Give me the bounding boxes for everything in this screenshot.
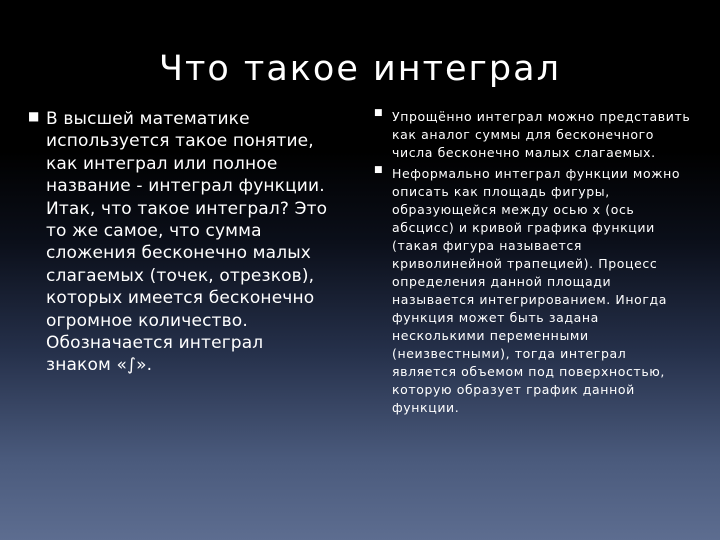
right-column — [374, 108, 694, 420]
bullet-text: Неформально интеграл функции можно описать как площадь фигуры, образующейся между осью х (ось абсцисс) и кривой графика функции (такая фигура называется криволинейной трапецией). Процесс определения данной площади называется интегрированием. Иногда функция может быть задана несколькими переменными (неизвестными), тогда интеграл является объемом под поверхностью, которую образует график данной функции. — [392, 166, 681, 415]
bullet-text: В высшей математике используется такое понятие, как интеграл или полное название - интеграл функции. Итак, что такое интеграл? Это то же самое, что сумма сложения бесконечно малых слагаемых (точек, отрезков), которых имеется бесконечно огромное количество. Обозначается интеграл знаком «∫». — [46, 109, 328, 376]
slide-title: Что такое интеграл — [159, 49, 561, 89]
bullet-text: Упрощённо интеграл можно представить как аналог суммы для бесконечного числа бесконечно малых слагаемых. — [392, 109, 691, 160]
square-bullet-icon: ■ — [28, 109, 40, 123]
left-column — [28, 108, 328, 377]
bullet-item — [374, 165, 694, 417]
bullet-item — [374, 108, 694, 162]
bullet-item — [28, 108, 328, 377]
square-bullet-icon: ■ — [374, 108, 383, 118]
square-bullet-icon: ■ — [374, 165, 383, 175]
